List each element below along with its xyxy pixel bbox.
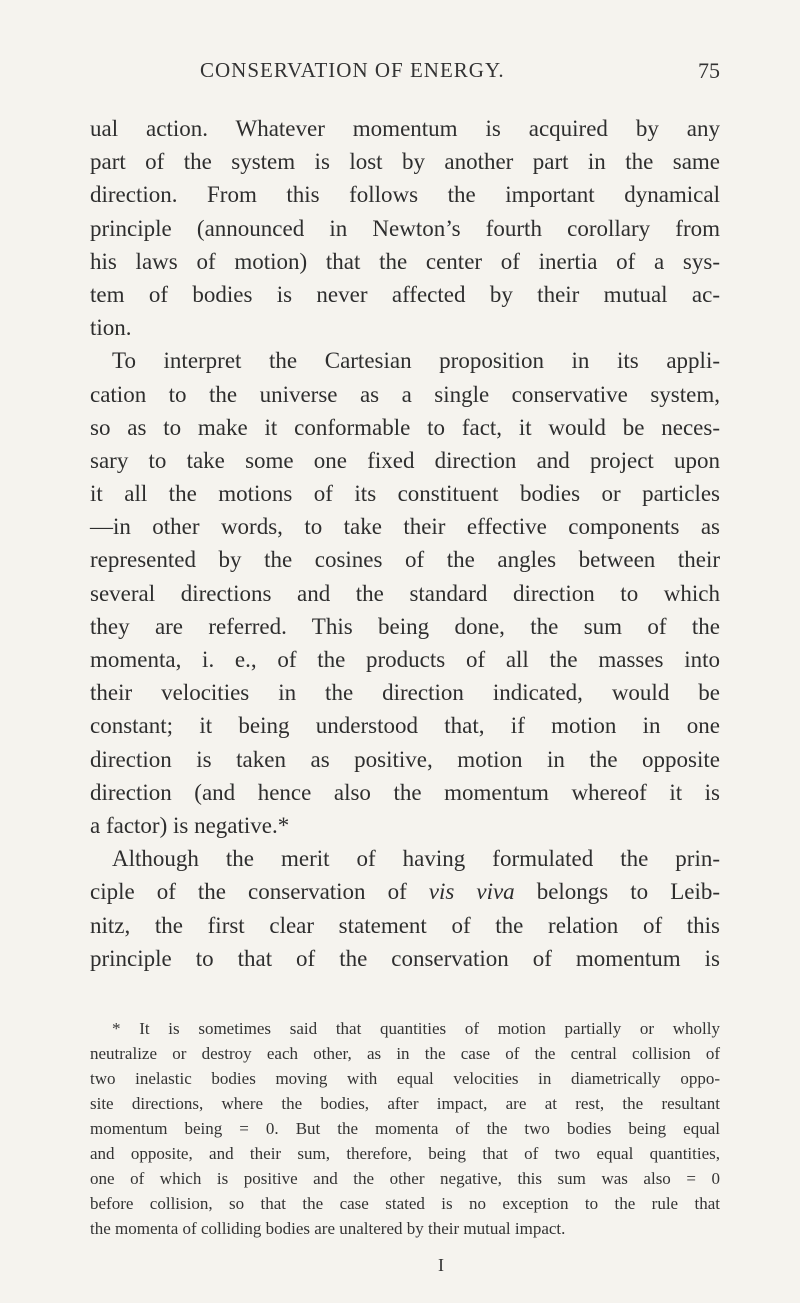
footnote-line: momentum being = 0. But the momenta of the two bodies being equal [90, 1119, 720, 1138]
body-line: ual action. Whatever momentum is acquired by any [90, 116, 720, 141]
body-line: tem of bodies is never affected by their mutual ac- [90, 281, 720, 307]
body-line: To interpret the Cartesian proposition in its appli- [112, 348, 720, 374]
running-title: CONSERVATION OF ENERGY. [200, 58, 505, 82]
body-line: principle (announced in Newton’s fourth corollary from [90, 215, 720, 241]
footnote-line: * It is sometimes said that quantities of motion partially or wholly [112, 1019, 720, 1038]
page-number: 75 [698, 58, 720, 83]
body-line: cation to the universe as a single conservative system, [90, 381, 720, 407]
body-line: direction. From this follows the important dynamical [90, 182, 720, 208]
body-line-mixed [90, 875, 720, 908]
body-line: direction (and hence also the momentum whereof it is [90, 779, 720, 805]
body-line: sary to take some one fixed direction and project upon [90, 447, 720, 473]
body-line: —in other words, to take their effective components as [90, 514, 720, 540]
footnote-line: one of which is positive and the other negative, this sum was also = 0 [90, 1169, 720, 1188]
body-line: Although the merit of having formulated the prin- [112, 846, 720, 872]
running-head [200, 58, 720, 98]
footnote-line: site directions, where the bodies, after impact, are at rest, the resultant [90, 1094, 720, 1113]
body-line: their velocities in the direction indicated, would be [90, 680, 720, 706]
italic-term: vis viva [428, 879, 515, 905]
footnote-line: before collision, so that the case stated is no exception to the rule that [90, 1194, 720, 1213]
body-line: momenta, i. e., of the products of all the masses into [90, 647, 720, 672]
body-line: his laws of motion) that the center of inertia of a sys- [90, 248, 720, 274]
body-line: represented by the cosines of the angles between their [90, 547, 720, 573]
body-line-part: belongs to Leib- [536, 879, 721, 905]
signature-mark: I [438, 1255, 444, 1275]
footnote [90, 1016, 720, 1241]
body-line-part: ciple of the conservation of [90, 879, 407, 905]
body-line: nitz, the first clear statement of the relation of this [90, 912, 720, 938]
footnote-line: the momenta of colliding bodies are unaltered by their mutual impact. [90, 1219, 566, 1238]
body-line: several directions and the standard direction to which [90, 580, 720, 606]
body-line: so as to make it conformable to fact, it would be neces- [90, 414, 720, 440]
footnote-line: and opposite, and their sum, therefore, being that of two equal quantities, [90, 1144, 720, 1163]
body-line: a factor) is negative.* [90, 812, 290, 838]
body-line: constant; it being understood that, if motion in one [90, 713, 720, 739]
body-line: they are referred. This being done, the sum of the [90, 613, 720, 639]
body-line: direction is taken as positive, motion in the opposite [90, 746, 720, 772]
body-line: it all the motions of its constituent bodies or particles [90, 481, 720, 507]
body-line: tion. [90, 315, 132, 341]
footnote-line: two inelastic bodies moving with equal velocities in diametrically oppo- [90, 1069, 720, 1088]
body-line: part of the system is lost by another part in the same [90, 149, 720, 175]
body-line: principle to that of the conservation of momentum is [90, 945, 720, 971]
footnote-line: neutralize or destroy each other, as in the case of the central collision of [90, 1044, 720, 1063]
body-text [90, 112, 720, 975]
